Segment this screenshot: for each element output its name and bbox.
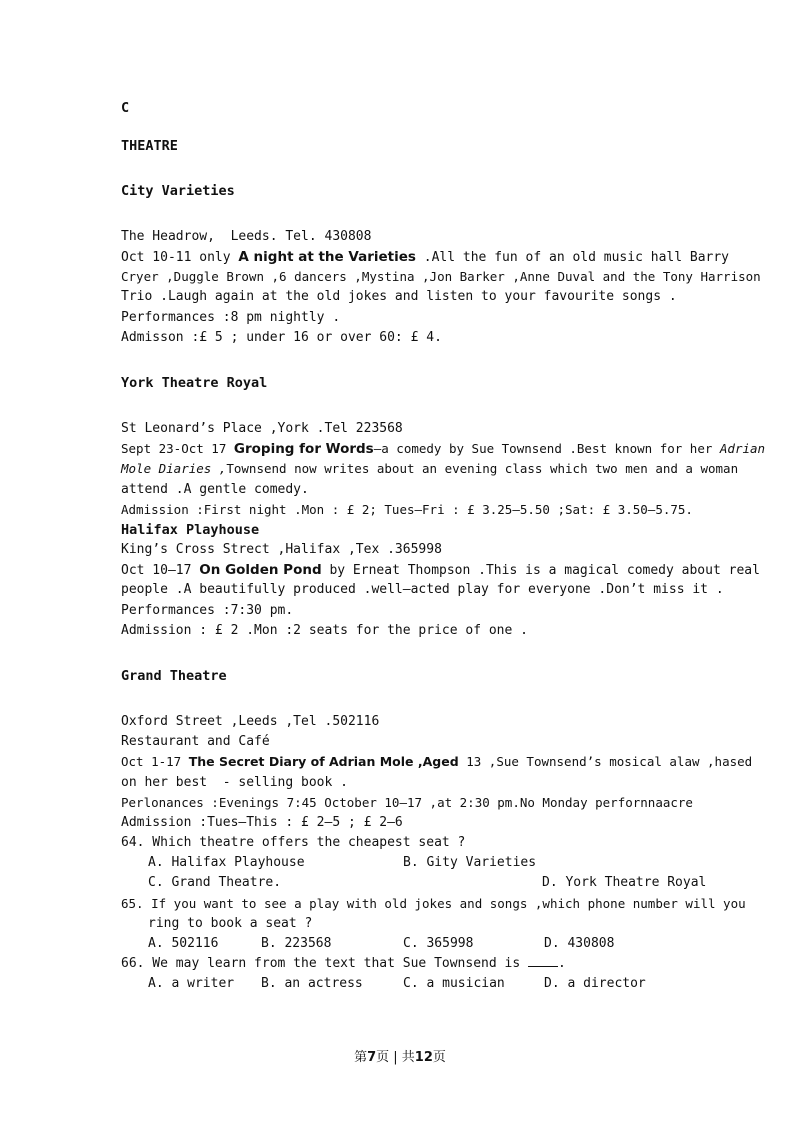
option-b: B. Gity Varieties	[403, 855, 537, 870]
text-line: Cryer ,Duggle Brown ,6 dancers ,Mystina ,Jon Barker ,Anne Duval and the Tony Harrison	[121, 269, 761, 284]
option-d: D. York Theatre Royal	[542, 875, 707, 890]
total-pages: 12	[414, 1050, 433, 1065]
address-line: St Leonard’s Place ,York .Tel 223568	[121, 421, 403, 436]
section-heading: THEATRE	[121, 138, 178, 154]
text-line: people .A beautifully produced .well—acted play for everyone .Don’t miss it .	[121, 582, 724, 597]
address-line: The Headrow, Leeds. Tel. 430808	[121, 229, 372, 244]
address-line: King’s Cross Strect ,Halifax ,Tex .365998	[121, 542, 442, 557]
show-line: Sept 23-Oct 17 Groping for Words—a comedy by Sue Townsend .Best known for her Adrian	[121, 441, 766, 457]
option-c: C. a musician	[403, 976, 505, 991]
text-line: Mole Diaries ,Townsend now writes about an evening class which two men and a woman	[121, 461, 739, 476]
show-title: A night at the Varieties	[238, 249, 416, 265]
option-d: D. 430808	[544, 936, 615, 951]
address-line: Oxford Street ,Leeds ,Tel .502116	[121, 714, 380, 729]
text-line: on her best - selling book .	[121, 775, 348, 790]
performances-line: Performances :8 pm nightly .	[121, 310, 341, 325]
text-line: Trio .Laugh again at the old jokes and listen to your favourite songs .	[121, 289, 677, 304]
theatre-name-city-varieties: City Varieties	[121, 183, 235, 199]
question-65-cont: ring to book a seat ?	[148, 916, 313, 931]
option-a: A. a writer	[148, 976, 235, 991]
question-65: 65. If you want to see a play with old jokes and songs ,which phone number will you	[121, 896, 746, 911]
theatre-name-york: York Theatre Royal	[121, 375, 268, 391]
page-number: 7	[367, 1050, 377, 1065]
answer-blank	[528, 954, 558, 967]
question-66: 66. We may learn from the text that Sue Townsend is .	[121, 956, 566, 971]
restaurant-line: Restaurant and Café	[121, 734, 270, 749]
show-title: The Secret Diary of Adrian Mole ,Aged	[188, 754, 459, 769]
show-line: Oct 10-11 only A night at the Varieties .All the fun of an old music hall Barry	[121, 249, 730, 265]
show-line: Oct 10—17 On Golden Pond by Erneat Thompson .This is a magical comedy about real	[121, 562, 760, 578]
option-a: A. Halifax Playhouse	[148, 855, 305, 870]
admission-line: Admission : £ 2 .Mon :2 seats for the price of one .	[121, 623, 528, 638]
option-a: A. 502116	[148, 936, 219, 951]
option-c: C. Grand Theatre.	[148, 875, 282, 890]
show-title: On Golden Pond	[199, 562, 322, 578]
page-footer: 第7页 | 共12页	[354, 1050, 446, 1065]
option-b: B. an actress	[261, 976, 363, 991]
question-64: 64. Which theatre offers the cheapest seat ?	[121, 835, 466, 850]
admission-line: Admission :Tues—This : £ 2—5 ; £ 2—6	[121, 815, 403, 830]
show-line: Oct 1-17 The Secret Diary of Adrian Mole ,Aged 13 ,Sue Townsend’s mosical alaw ,hased	[121, 754, 753, 769]
theatre-name-grand: Grand Theatre	[121, 668, 227, 684]
admission-line: Admisson :£ 5 ; under 16 or over 60: £ 4.	[121, 330, 442, 345]
option-c: C. 365998	[403, 936, 474, 951]
performances-line: Perlonances :Evenings 7:45 October 10—17 ,at 2:30 pm.No Monday perfornnaacre	[121, 795, 693, 810]
text-line: attend .A gentle comedy.	[121, 482, 309, 497]
admission-line: Admission :First night .Mon : £ 2; Tues—Fri : £ 3.25—5.50 ;Sat: £ 3.50—5.75.	[121, 502, 693, 517]
section-letter: C	[121, 100, 130, 116]
option-b: B. 223568	[261, 936, 332, 951]
performances-line: Performances :7:30 pm.	[121, 603, 294, 618]
theatre-name-halifax: Halifax Playhouse	[121, 522, 260, 538]
show-title: Groping for Words	[233, 441, 374, 457]
option-d: D. a director	[544, 976, 646, 991]
